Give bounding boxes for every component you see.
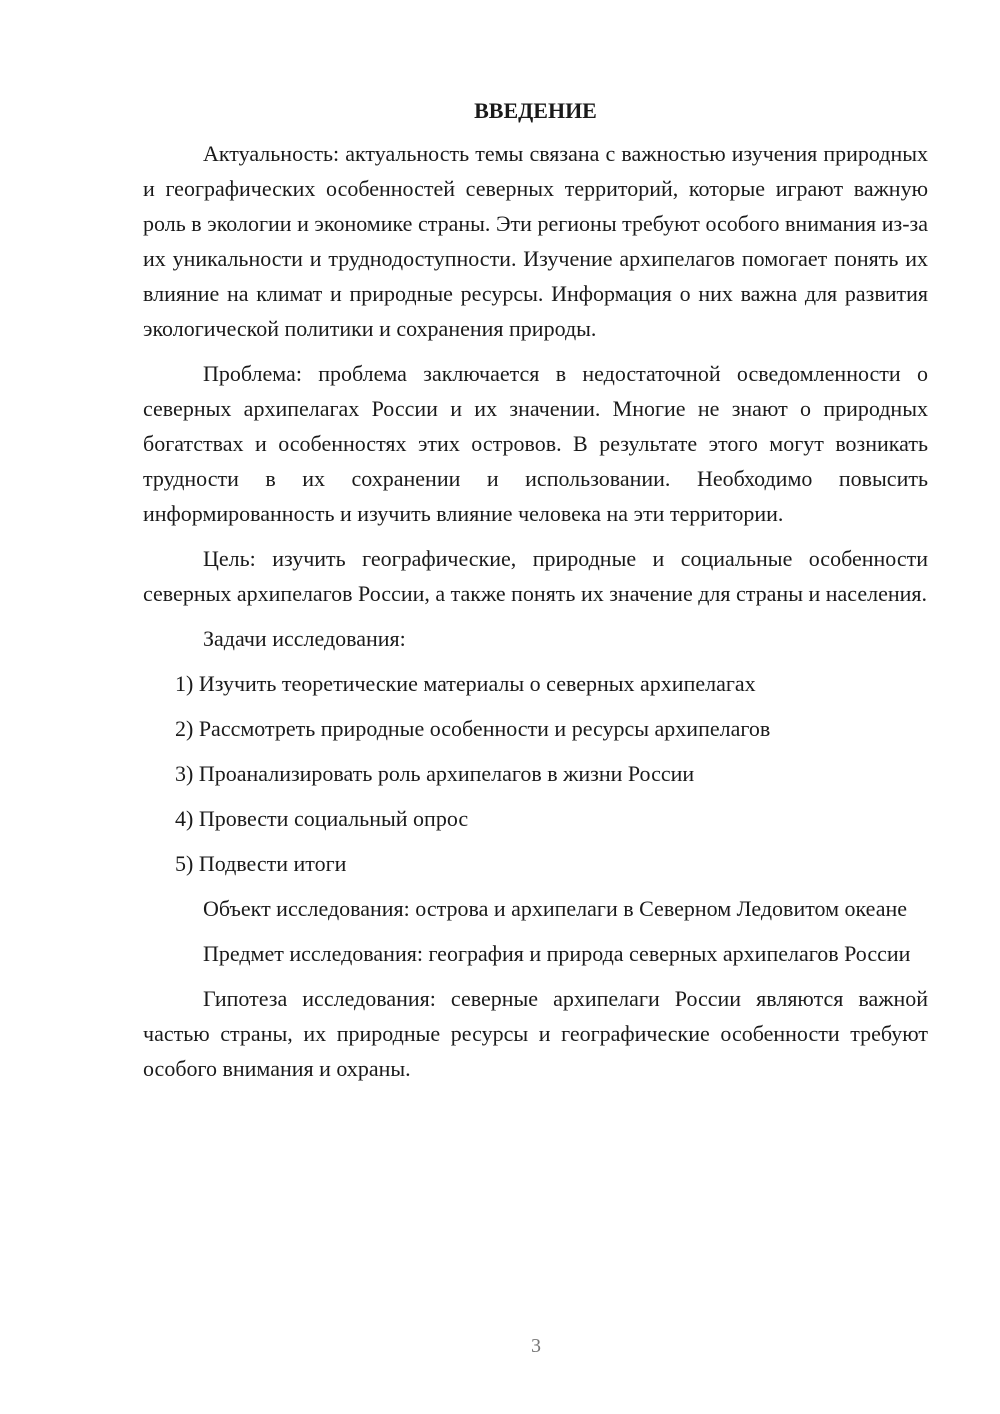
tasks-title: Задачи исследования: xyxy=(203,626,406,651)
goal-paragraph: Цель: изучить географические, природные и социальные особенности северных архипелагов России, а также понять их значение для страны и населения. xyxy=(143,546,928,606)
tasks-list xyxy=(143,666,928,881)
relevance-paragraph: Актуальность: актуальность темы связана с важностью изучения природных и географических особенностей северных территорий, которые играют важную роль в экологии и экономике страны. Эти регионы требуют особого внимания из-за их уникальности и труднодоступности. Изучение архипелагов помогает понять их влияние на климат и природные ресурсы. Информация о них важна для развития экологической политики и сохранения природы. xyxy=(143,141,928,341)
task-item: 5) Подвести итоги xyxy=(175,851,347,876)
document-page xyxy=(143,96,928,1096)
section-heading: ВВЕДЕНИЕ xyxy=(474,98,597,123)
task-item: 4) Провести социальный опрос xyxy=(175,806,469,831)
subject-paragraph: Предмет исследования: география и природа северных архипелагов России xyxy=(203,941,911,966)
hypothesis-paragraph: Гипотеза исследования: северные архипелаги России являются важной частью страны, их природные ресурсы и географические особенности требуют особого внимания и охраны. xyxy=(143,986,928,1081)
page-number: 3 xyxy=(531,1335,541,1357)
problem-paragraph: Проблема: проблема заключается в недостаточной осведомленности о северных архипелагах России и их значении. Многие не знают о природных богатствах и особенностях этих островов. В результате этого могут возникать трудности в их сохранении и использовании. Необходимо повысить информированность и изучить влияние человека на эти территории. xyxy=(143,361,928,526)
task-item: 3) Проанализировать роль архипелагов в жизни России xyxy=(175,761,695,786)
task-item: 1) Изучить теоретические материалы о северных архипелагах xyxy=(175,671,756,696)
task-item: 2) Рассмотреть природные особенности и ресурсы архипелагов xyxy=(175,716,771,741)
object-paragraph: Объект исследования: острова и архипелаги в Северном Ледовитом океане xyxy=(203,896,908,921)
